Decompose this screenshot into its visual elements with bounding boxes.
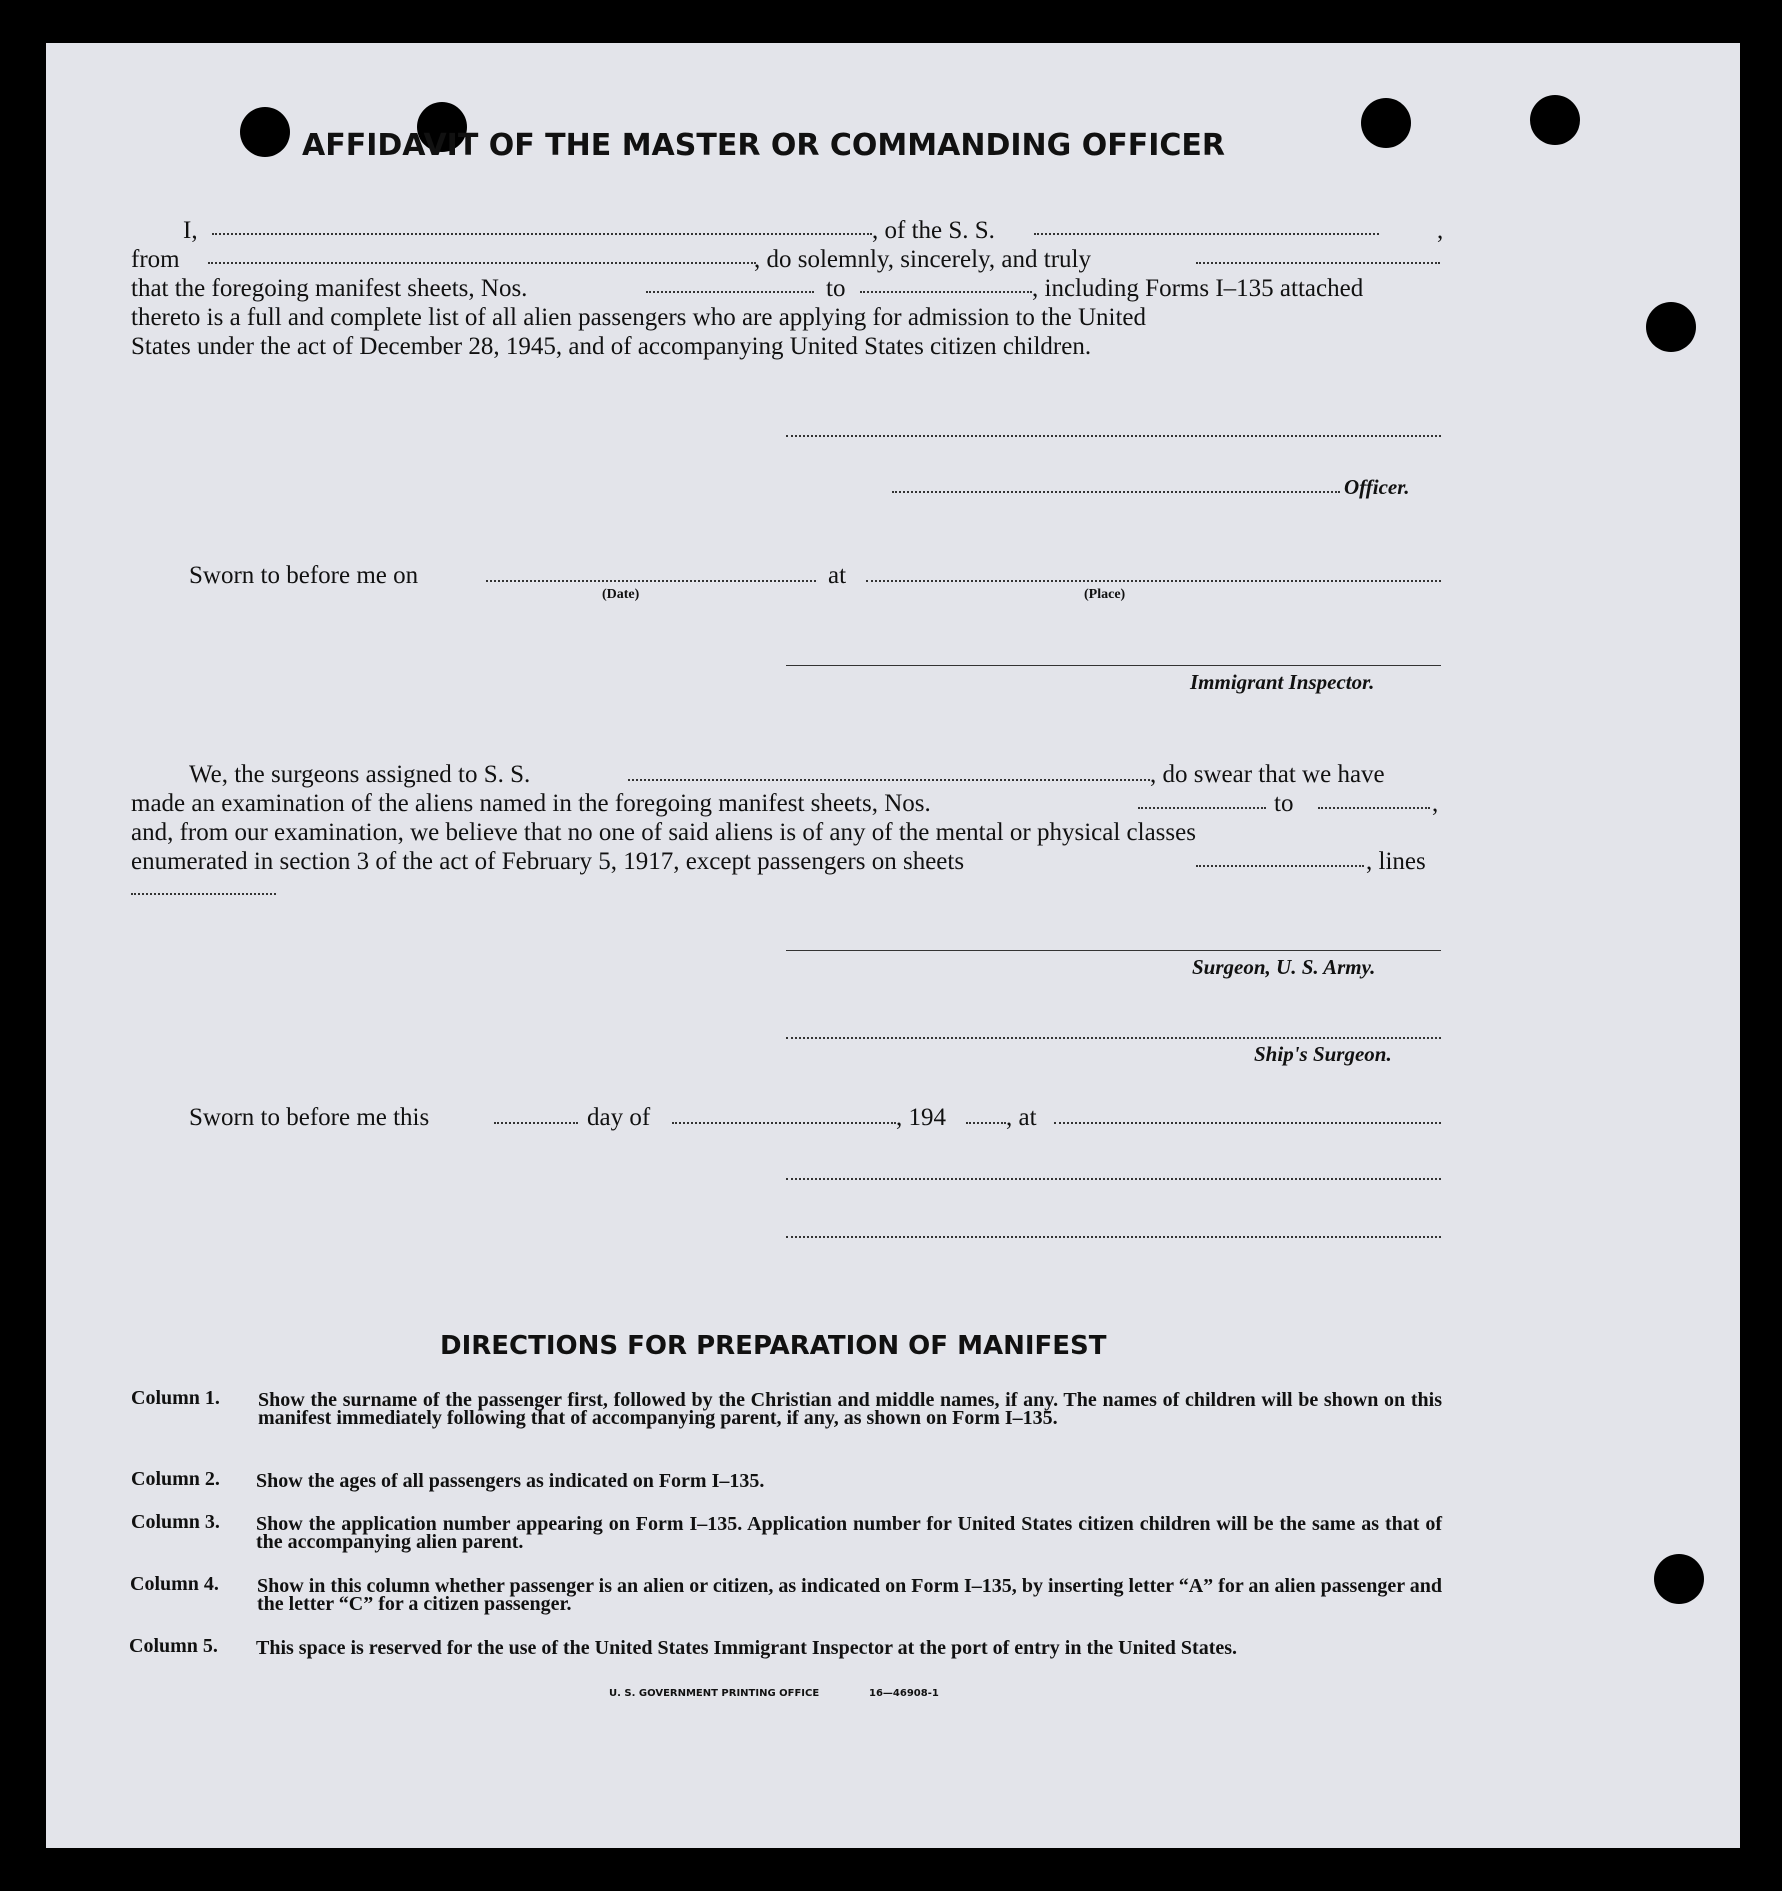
ship-name-field[interactable] bbox=[1034, 233, 1379, 235]
sworn1-date-field[interactable] bbox=[486, 580, 816, 582]
p1-from: from bbox=[131, 246, 180, 273]
except-sheets-field[interactable] bbox=[1196, 865, 1364, 867]
p1-line5: States under the act of December 28, 1945, and of accompanying United States citizen children. bbox=[131, 333, 1092, 360]
p2-enumerated: enumerated in section 3 of the act of February 5, 1917, except passengers on sheets bbox=[131, 848, 965, 875]
p2-line3: and, from our examination, we believe that no one of said aliens is of any of the mental or physical classes bbox=[131, 819, 1196, 846]
affirm-field[interactable] bbox=[1196, 262, 1440, 264]
p2-sheets-from-field[interactable] bbox=[1138, 807, 1266, 809]
inspector-signature-line[interactable] bbox=[786, 665, 1441, 666]
surgeon-army-caption: Surgeon, U. S. Army. bbox=[1192, 955, 1376, 979]
p2-swear: , do swear that we have bbox=[1150, 761, 1385, 788]
sworn2-day-field[interactable] bbox=[494, 1122, 578, 1124]
column-5-text: This space is reserved for the use of the United States Immigrant Inspector at the port of entry in the United States. bbox=[256, 1637, 1238, 1659]
sworn2-day-of: day of bbox=[587, 1104, 651, 1131]
sheets-from-field[interactable] bbox=[646, 291, 814, 293]
inspector-caption: Immigrant Inspector. bbox=[1190, 670, 1375, 694]
p1-of-the-ss: , of the S. S. bbox=[872, 217, 995, 244]
column-5-label: Column 5. bbox=[129, 1635, 218, 1657]
column-4-text: Show in this column whether passenger is an alien or citizen, as indicated on Form I–135, by inserting letter “A” for an alien passenger and the letter “C” for a citizen passenger. bbox=[257, 1575, 1442, 1615]
officer-caption: Officer. bbox=[1344, 475, 1410, 499]
column-2-text: Show the ages of all passengers as indicated on Form I–135. bbox=[256, 1470, 765, 1492]
form-code: 16—46908-1 bbox=[869, 1688, 939, 1699]
p1-to: to bbox=[826, 275, 846, 302]
sworn2-signature-line[interactable] bbox=[786, 1178, 1441, 1180]
column-1-label: Column 1. bbox=[131, 1387, 220, 1409]
punch-hole bbox=[1361, 98, 1411, 148]
sworn2-year: , 194 bbox=[896, 1104, 946, 1131]
sworn1-before: Sworn to before me on bbox=[189, 562, 419, 589]
p2-sheets-to-field[interactable] bbox=[1318, 807, 1430, 809]
officer-title-line[interactable] bbox=[892, 491, 1340, 493]
ship-surgeon-signature-line[interactable] bbox=[786, 1037, 1441, 1039]
sworn2-year-field[interactable] bbox=[966, 1122, 1006, 1124]
ship-surgeon-caption: Ship's Surgeon. bbox=[1254, 1042, 1392, 1066]
punch-hole bbox=[1654, 1554, 1704, 1604]
sheets-to-field[interactable] bbox=[860, 291, 1032, 293]
sworn2-month-field[interactable] bbox=[672, 1122, 896, 1124]
punch-hole bbox=[1530, 95, 1580, 145]
sworn2-place-field[interactable] bbox=[1054, 1122, 1441, 1124]
column-3-label: Column 3. bbox=[131, 1511, 220, 1533]
form-page bbox=[46, 43, 1740, 1848]
column-4-label: Column 4. bbox=[130, 1573, 219, 1595]
sworn2-at: , at bbox=[1006, 1104, 1037, 1131]
except-lines-field[interactable] bbox=[131, 893, 276, 895]
surgeon-army-signature-line[interactable] bbox=[786, 950, 1441, 951]
p1-solemnly: , do solemnly, sincerely, and truly bbox=[754, 246, 1091, 273]
sworn1-place-field[interactable] bbox=[866, 580, 1441, 582]
column-3-text: Show the application number appearing on Form I–135. Application number for United States citizen children will be the same as that of the accompanying alien parent. bbox=[256, 1513, 1442, 1553]
p1-that: that the foregoing manifest sheets, Nos. bbox=[131, 275, 528, 302]
column-2-label: Column 2. bbox=[131, 1468, 220, 1490]
p2-comma: , bbox=[1432, 790, 1439, 817]
from-port-field[interactable] bbox=[208, 262, 756, 264]
p2-to: to bbox=[1274, 790, 1294, 817]
sworn2-before: Sworn to before me this bbox=[189, 1104, 430, 1131]
date-caption: (Date) bbox=[602, 587, 640, 602]
p2-lines: , lines bbox=[1366, 848, 1426, 875]
surgeon-ship-field[interactable] bbox=[628, 779, 1150, 781]
p1-i: I, bbox=[183, 217, 198, 244]
punch-hole bbox=[240, 107, 290, 157]
p1-including: , including Forms I–135 attached bbox=[1032, 275, 1364, 302]
column-1-text: Show the surname of the passenger first, followed by the Christian and middle names, if any. The names of children will be shown on this manifest immediately following that of accompanying parent, if any, as shown on Form I–135. bbox=[258, 1389, 1442, 1429]
directions-title: DIRECTIONS FOR PREPARATION OF MANIFEST bbox=[440, 1331, 1107, 1361]
page-title: AFFIDAVIT OF THE MASTER OR COMMANDING OFFICER bbox=[302, 128, 1225, 163]
officer-signature-line[interactable] bbox=[786, 435, 1441, 437]
sworn2-title-line[interactable] bbox=[786, 1236, 1441, 1238]
printer-imprint: U. S. GOVERNMENT PRINTING OFFICE bbox=[609, 1688, 820, 1699]
p2-we: We, the surgeons assigned to S. S. bbox=[189, 761, 531, 788]
p1-comma: , bbox=[1437, 217, 1444, 244]
place-caption: (Place) bbox=[1084, 587, 1126, 602]
punch-hole bbox=[1646, 302, 1696, 352]
p1-line4: thereto is a full and complete list of all alien passengers who are applying for admission to the United bbox=[131, 304, 1147, 331]
p2-made: made an examination of the aliens named in the foregoing manifest sheets, Nos. bbox=[131, 790, 931, 817]
master-name-field[interactable] bbox=[212, 233, 872, 235]
sworn1-at: at bbox=[828, 562, 847, 589]
